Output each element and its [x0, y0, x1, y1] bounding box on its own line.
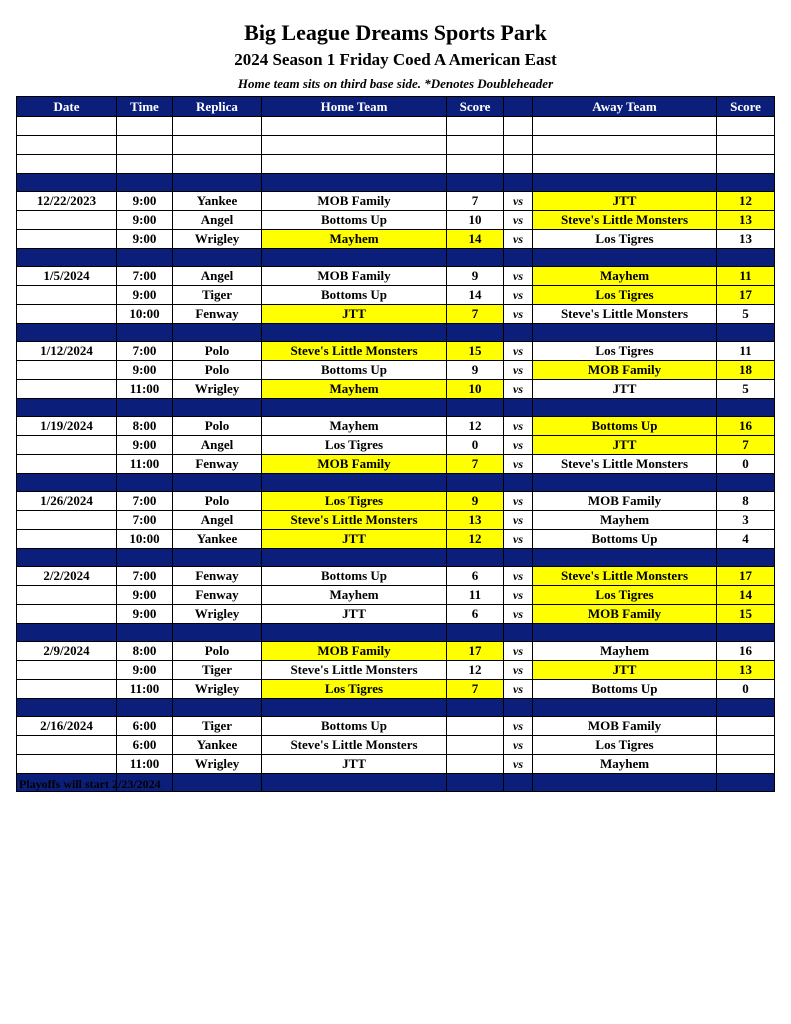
- away-team: Los Tigres: [533, 230, 717, 249]
- game-time: 11:00: [117, 455, 173, 474]
- away-score: 16: [717, 642, 775, 661]
- game-replica: Wrigley: [173, 230, 262, 249]
- home-score: 7: [447, 680, 504, 699]
- game-replica: Fenway: [173, 305, 262, 324]
- away-team: MOB Family: [533, 492, 717, 511]
- game-date: 2/9/2024: [17, 642, 117, 661]
- away-team: Los Tigres: [533, 286, 717, 305]
- game-date: [17, 380, 117, 399]
- away-score: [717, 736, 775, 755]
- page-note: Home team sits on third base side. *Denotes Doubleheader: [237, 76, 554, 91]
- game-row: [17, 230, 775, 249]
- game-replica: Angel: [173, 211, 262, 230]
- game-row: [17, 717, 775, 736]
- game-time: 9:00: [117, 286, 173, 305]
- game-time: 9:00: [117, 586, 173, 605]
- home-team: MOB Family: [262, 642, 447, 661]
- away-team: JTT: [533, 380, 717, 399]
- home-team: Los Tigres: [262, 436, 447, 455]
- vs-label: vs: [504, 755, 533, 774]
- away-team: Steve's Little Monsters: [533, 211, 717, 230]
- home-score: 12: [447, 661, 504, 680]
- game-row: [17, 417, 775, 436]
- home-score: 15: [447, 342, 504, 361]
- away-score: 8: [717, 492, 775, 511]
- vs-label: vs: [504, 736, 533, 755]
- away-team: Los Tigres: [533, 586, 717, 605]
- game-time: 9:00: [117, 211, 173, 230]
- vs-label: vs: [504, 680, 533, 699]
- away-team: Steve's Little Monsters: [533, 455, 717, 474]
- away-score: 18: [717, 361, 775, 380]
- game-time: 9:00: [117, 436, 173, 455]
- vs-label: vs: [504, 286, 533, 305]
- vs-label: vs: [504, 455, 533, 474]
- game-date: [17, 605, 117, 624]
- game-time: 7:00: [117, 567, 173, 586]
- vs-label: vs: [504, 436, 533, 455]
- away-team: MOB Family: [533, 605, 717, 624]
- game-replica: Angel: [173, 511, 262, 530]
- home-team: Steve's Little Monsters: [262, 661, 447, 680]
- home-score: 9: [447, 492, 504, 511]
- game-time: 10:00: [117, 530, 173, 549]
- game-time: 10:00: [117, 305, 173, 324]
- home-team: Bottoms Up: [262, 567, 447, 586]
- game-replica: Wrigley: [173, 755, 262, 774]
- away-score: 11: [717, 342, 775, 361]
- away-score: 16: [717, 417, 775, 436]
- game-row: [17, 192, 775, 211]
- away-score: 13: [717, 211, 775, 230]
- home-score: 7: [447, 455, 504, 474]
- game-replica: Polo: [173, 417, 262, 436]
- game-row: [17, 567, 775, 586]
- vs-label: vs: [504, 230, 533, 249]
- away-score: 0: [717, 455, 775, 474]
- week-separator: [17, 399, 775, 417]
- home-team: MOB Family: [262, 455, 447, 474]
- game-date: [17, 211, 117, 230]
- vs-label: vs: [504, 361, 533, 380]
- game-row: [17, 342, 775, 361]
- vs-label: vs: [504, 417, 533, 436]
- game-replica: Fenway: [173, 586, 262, 605]
- home-score: 13: [447, 511, 504, 530]
- away-score: 17: [717, 286, 775, 305]
- game-date: [17, 436, 117, 455]
- game-replica: Fenway: [173, 567, 262, 586]
- game-time: 11:00: [117, 680, 173, 699]
- away-team: Bottoms Up: [533, 680, 717, 699]
- home-score: [447, 736, 504, 755]
- game-replica: Yankee: [173, 192, 262, 211]
- game-replica: Angel: [173, 436, 262, 455]
- away-team: MOB Family: [533, 717, 717, 736]
- vs-label: vs: [504, 511, 533, 530]
- home-team: Steve's Little Monsters: [262, 736, 447, 755]
- game-time: 7:00: [117, 511, 173, 530]
- schedule-table: [16, 96, 775, 792]
- blank-row: [17, 155, 775, 174]
- vs-label: vs: [504, 267, 533, 286]
- away-score: [717, 717, 775, 736]
- week-separator: [17, 474, 775, 492]
- away-score: 5: [717, 305, 775, 324]
- home-team: Los Tigres: [262, 680, 447, 699]
- away-score: 5: [717, 380, 775, 399]
- home-score: 6: [447, 567, 504, 586]
- home-team: Bottoms Up: [262, 286, 447, 305]
- away-team: MOB Family: [533, 361, 717, 380]
- away-score: 4: [717, 530, 775, 549]
- game-row: [17, 361, 775, 380]
- away-team: Mayhem: [533, 755, 717, 774]
- game-replica: Polo: [173, 642, 262, 661]
- game-time: 7:00: [117, 267, 173, 286]
- col-home-team: Home Team: [262, 97, 447, 117]
- away-score: 7: [717, 436, 775, 455]
- home-team: JTT: [262, 530, 447, 549]
- home-score: 10: [447, 211, 504, 230]
- week-separator: [17, 624, 775, 642]
- home-team: Mayhem: [262, 380, 447, 399]
- vs-label: vs: [504, 586, 533, 605]
- away-team: Steve's Little Monsters: [533, 567, 717, 586]
- col-vs: [504, 97, 533, 117]
- blank-row: [17, 117, 775, 136]
- home-team: Bottoms Up: [262, 361, 447, 380]
- game-row: [17, 680, 775, 699]
- home-team: Steve's Little Monsters: [262, 342, 447, 361]
- game-row: [17, 305, 775, 324]
- game-replica: Yankee: [173, 736, 262, 755]
- home-team: Mayhem: [262, 417, 447, 436]
- game-row: [17, 530, 775, 549]
- page-title: Big League Dreams Sports Park: [244, 20, 547, 45]
- schedule-body: [17, 117, 775, 792]
- away-team: Mayhem: [533, 642, 717, 661]
- home-team: Mayhem: [262, 230, 447, 249]
- home-team: MOB Family: [262, 192, 447, 211]
- game-time: 8:00: [117, 417, 173, 436]
- game-row: [17, 755, 775, 774]
- home-score: 9: [447, 267, 504, 286]
- away-score: 3: [717, 511, 775, 530]
- game-time: 9:00: [117, 192, 173, 211]
- game-row: [17, 586, 775, 605]
- game-row: [17, 642, 775, 661]
- home-team: Los Tigres: [262, 492, 447, 511]
- game-row: [17, 267, 775, 286]
- game-replica: Angel: [173, 267, 262, 286]
- game-replica: Polo: [173, 361, 262, 380]
- game-replica: Tiger: [173, 661, 262, 680]
- game-date: [17, 305, 117, 324]
- away-score: 14: [717, 586, 775, 605]
- week-separator: [17, 699, 775, 717]
- game-time: 8:00: [117, 642, 173, 661]
- week-separator: [17, 549, 775, 567]
- away-team: Mayhem: [533, 511, 717, 530]
- home-team: JTT: [262, 605, 447, 624]
- away-score: 13: [717, 661, 775, 680]
- game-time: 6:00: [117, 717, 173, 736]
- game-date: [17, 755, 117, 774]
- col-time: Time: [117, 97, 173, 117]
- game-row: [17, 492, 775, 511]
- vs-label: vs: [504, 305, 533, 324]
- away-score: 11: [717, 267, 775, 286]
- away-team: JTT: [533, 661, 717, 680]
- game-date: [17, 736, 117, 755]
- game-date: [17, 680, 117, 699]
- game-replica: Fenway: [173, 455, 262, 474]
- home-score: 0: [447, 436, 504, 455]
- home-team: JTT: [262, 305, 447, 324]
- game-time: 9:00: [117, 661, 173, 680]
- home-score: 17: [447, 642, 504, 661]
- blank-row: [17, 136, 775, 155]
- game-row: [17, 661, 775, 680]
- away-team: Los Tigres: [533, 342, 717, 361]
- vs-label: vs: [504, 567, 533, 586]
- home-score: 10: [447, 380, 504, 399]
- col-home-score: Score: [447, 97, 504, 117]
- game-row: [17, 286, 775, 305]
- game-replica: Polo: [173, 342, 262, 361]
- away-team: Los Tigres: [533, 736, 717, 755]
- game-date: 1/12/2024: [17, 342, 117, 361]
- vs-label: vs: [504, 605, 533, 624]
- home-score: 14: [447, 286, 504, 305]
- game-date: 12/22/2023: [17, 192, 117, 211]
- game-date: [17, 586, 117, 605]
- game-replica: Tiger: [173, 286, 262, 305]
- game-replica: Polo: [173, 492, 262, 511]
- vs-label: vs: [504, 492, 533, 511]
- home-score: 11: [447, 586, 504, 605]
- home-score: 7: [447, 192, 504, 211]
- col-away-team: Away Team: [533, 97, 717, 117]
- game-time: 9:00: [117, 605, 173, 624]
- home-score: 7: [447, 305, 504, 324]
- game-row: [17, 211, 775, 230]
- away-team: Bottoms Up: [533, 417, 717, 436]
- home-score: [447, 755, 504, 774]
- home-team: MOB Family: [262, 267, 447, 286]
- game-date: [17, 361, 117, 380]
- week-separator: [17, 249, 775, 267]
- home-score: 14: [447, 230, 504, 249]
- game-time: 9:00: [117, 361, 173, 380]
- game-date: [17, 661, 117, 680]
- game-row: [17, 605, 775, 624]
- vs-label: vs: [504, 530, 533, 549]
- game-row: [17, 736, 775, 755]
- home-team: Bottoms Up: [262, 717, 447, 736]
- vs-label: vs: [504, 192, 533, 211]
- game-date: 1/19/2024: [17, 417, 117, 436]
- game-date: 1/5/2024: [17, 267, 117, 286]
- home-score: 6: [447, 605, 504, 624]
- game-time: 11:00: [117, 380, 173, 399]
- away-score: 0: [717, 680, 775, 699]
- game-row: [17, 511, 775, 530]
- vs-label: vs: [504, 342, 533, 361]
- away-team: Bottoms Up: [533, 530, 717, 549]
- game-time: 9:00: [117, 230, 173, 249]
- home-score: 12: [447, 530, 504, 549]
- home-team: JTT: [262, 755, 447, 774]
- away-score: [717, 755, 775, 774]
- vs-label: vs: [504, 717, 533, 736]
- playoffs-note: Playoffs will start 2/23/2024: [19, 777, 161, 791]
- home-score: [447, 717, 504, 736]
- away-team: Mayhem: [533, 267, 717, 286]
- home-team: Bottoms Up: [262, 211, 447, 230]
- col-date: Date: [17, 97, 117, 117]
- game-row: [17, 436, 775, 455]
- week-separator: [17, 174, 775, 192]
- game-replica: Wrigley: [173, 380, 262, 399]
- game-time: 7:00: [117, 492, 173, 511]
- col-away-score: Score: [717, 97, 775, 117]
- vs-label: vs: [504, 380, 533, 399]
- game-date: [17, 455, 117, 474]
- away-team: Steve's Little Monsters: [533, 305, 717, 324]
- home-team: Mayhem: [262, 586, 447, 605]
- game-row: [17, 455, 775, 474]
- game-date: [17, 511, 117, 530]
- col-replica: Replica: [173, 97, 262, 117]
- away-score: 13: [717, 230, 775, 249]
- home-score: 9: [447, 361, 504, 380]
- home-score: 12: [447, 417, 504, 436]
- game-date: 2/2/2024: [17, 567, 117, 586]
- game-date: [17, 530, 117, 549]
- away-score: 15: [717, 605, 775, 624]
- table-header-row: [17, 97, 775, 117]
- game-row: [17, 380, 775, 399]
- game-date: [17, 286, 117, 305]
- week-separator: [17, 324, 775, 342]
- page-subtitle: 2024 Season 1 Friday Coed A American East: [234, 50, 557, 69]
- away-score: 17: [717, 567, 775, 586]
- away-team: JTT: [533, 192, 717, 211]
- game-replica: Yankee: [173, 530, 262, 549]
- game-replica: Wrigley: [173, 605, 262, 624]
- vs-label: vs: [504, 642, 533, 661]
- away-score: 12: [717, 192, 775, 211]
- game-date: [17, 230, 117, 249]
- game-date: 2/16/2024: [17, 717, 117, 736]
- game-date: 1/26/2024: [17, 492, 117, 511]
- vs-label: vs: [504, 211, 533, 230]
- game-replica: Wrigley: [173, 680, 262, 699]
- vs-label: vs: [504, 661, 533, 680]
- game-replica: Tiger: [173, 717, 262, 736]
- home-team: Steve's Little Monsters: [262, 511, 447, 530]
- game-time: 11:00: [117, 755, 173, 774]
- game-time: 6:00: [117, 736, 173, 755]
- away-team: JTT: [533, 436, 717, 455]
- game-time: 7:00: [117, 342, 173, 361]
